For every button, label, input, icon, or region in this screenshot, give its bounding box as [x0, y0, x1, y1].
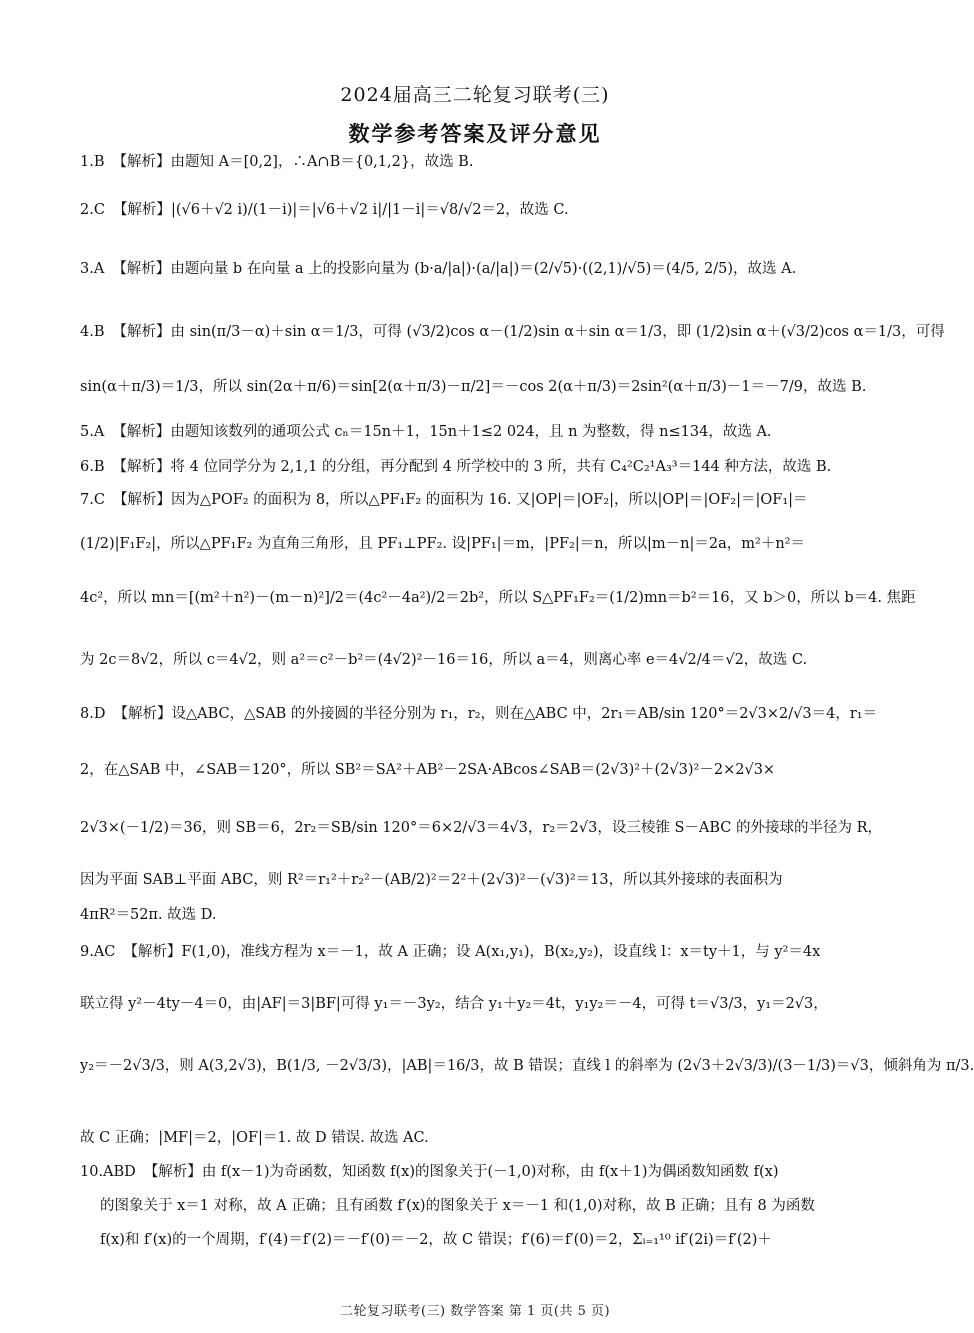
solution-line	[80, 455, 872, 476]
solution-line	[100, 1194, 872, 1215]
solution-text: 为 2c＝8√2，所以 c＝4√2，则 a²＝c²－b²＝(4√2)²－16＝16，所以 a＝4，则离心率 e＝4√2/4＝√2，故选 C.	[80, 652, 808, 668]
analysis-tag: 【解析】	[112, 324, 171, 340]
page-subtitle: 数学参考答案及评分意见	[348, 121, 602, 146]
analysis-tag: 【解析】	[112, 492, 171, 508]
solution-number: 6.B	[80, 459, 105, 475]
solution-line	[80, 1054, 974, 1075]
solution-text: 由 sin(π/3－α)＋sin α＝1/3，可得 (√3/2)cos α－(1/2)sin α＋sin α＝1/3，即 (1/2)sin α＋(√3/2)cos α＝1/3，可得	[170, 324, 945, 340]
solution-number: 4.B	[80, 324, 105, 340]
solution-text: 由题知 A＝[0,2]，∴A∩B＝{0,1,2}，故选 B.	[170, 154, 474, 170]
solution-number: 10.ABD	[80, 1164, 136, 1180]
solution-number: 9.AC	[80, 944, 116, 960]
solution-line	[80, 940, 872, 961]
solution-line	[80, 198, 872, 219]
solution-text: y₂＝－2√3/3，则 A(3,2√3)，B(1/3, －2√3/3)，|AB|＝16/3，故 B 错误；直线 l 的斜率为 (2√3＋2√3/3)/(3－1/3)＝√3，倾斜角为 π/3.	[80, 1058, 974, 1074]
solution-line	[80, 648, 872, 669]
solution-text: 2√3×(－1/2)＝36，则 SB＝6，2r₂＝SB/sin 120°＝6×2/√3＝4√3，r₂＝2√3，设三棱锥 S－ABC 的外接球的半径为 R，	[80, 820, 883, 836]
solution-text: F(1,0)，准线方程为 x＝－1，故 A 正确；设 A(x₁,y₁)，B(x₂,y₂)，设直线 l：x＝ty＋1，与 y²＝4x	[181, 944, 821, 960]
solution-text: 由题知该数列的通项公式 cₙ＝15n＋1，15n＋1≤2 024，且 n 为整数，得 n≤134，故选 A.	[170, 424, 772, 440]
analysis-tag: 【解析】	[123, 944, 182, 960]
analysis-tag: 【解析】	[143, 1164, 202, 1180]
solution-text: 4c²，所以 mn＝[(m²＋n²)－(m－n)²]/2＝(4c²－4a²)/2＝2b²，所以 S△PF₁F₂＝(1/2)mn＝b²＝16，又 b＞0，所以 b＝4. 焦距	[80, 590, 916, 606]
solution-line	[80, 488, 872, 509]
solution-text: 设△ABC，△SAB 的外接圆的半径分别为 r₁，r₂，则在△ABC 中，2r₁＝AB/sin 120°＝2√3×2/√3＝4，r₁＝	[171, 706, 878, 722]
solution-text: f(x)和 f′(x)的一个周期，f′(4)＝f′(2)＝－f′(0)＝－2，故 C 错误；f′(6)＝f′(0)＝2，Σᵢ₌₁¹⁰ if′(2i)＝f′(2)＋	[100, 1232, 772, 1248]
analysis-tag: 【解析】	[112, 202, 171, 218]
page-footer: 二轮复习联考(三) 数学答案 第 1 页(共 5 页)	[339, 1304, 611, 1319]
solution-number: 7.C	[80, 492, 105, 508]
solution-text: 的图象关于 x＝1 对称，故 A 正确；且有函数 f′(x)的图象关于 x＝－1 和(1,0)对称，故 B 正确；且有 8 为函数	[100, 1198, 815, 1214]
solution-number: 2.C	[80, 202, 105, 218]
solution-number: 1.B	[80, 154, 105, 170]
solution-line	[80, 1160, 872, 1181]
solution-text: 因为△POF₂ 的面积为 8，所以△PF₁F₂ 的面积为 16. 又|OP|＝|OF₂|，所以|OP|＝|OF₂|＝|OF₁|＝	[170, 492, 808, 508]
solution-line	[100, 1228, 872, 1249]
solution-text: 故 C 正确；|MF|＝2，|OF|＝1. 故 D 错误. 故选 AC.	[80, 1130, 429, 1146]
solution-line	[80, 992, 872, 1013]
solution-line	[80, 532, 872, 553]
solution-line	[80, 758, 872, 779]
analysis-tag: 【解析】	[112, 261, 171, 277]
solution-text: 联立得 y²－4ty－4＝0，由|AF|＝3|BF|可得 y₁＝－3y₂，结合 y₁＋y₂＝4t，y₁y₂＝－4，可得 t＝√3/3，y₁＝2√3，	[80, 996, 828, 1012]
solution-text: sin(α＋π/3)＝1/3，所以 sin(2α＋π/6)＝sin[2(α＋π/3)－π/2]＝－cos 2(α＋π/3)＝2sin²(α＋π/3)－1＝－7/9，故选 B.	[80, 379, 867, 395]
solution-line	[80, 320, 945, 341]
solution-text: (1/2)|F₁F₂|，所以△PF₁F₂ 为直角三角形，且 PF₁⊥PF₂. 设|PF₁|＝m，|PF₂|＝n，所以|m－n|＝2a，m²＋n²＝	[80, 536, 805, 552]
analysis-tag: 【解析】	[112, 154, 171, 170]
solution-line	[80, 150, 872, 171]
solution-text: 2，在△SAB 中，∠SAB＝120°，所以 SB²＝SA²＋AB²－2SA·ABcos∠SAB＝(2√3)²＋(2√3)²－2×2√3×	[80, 762, 776, 778]
solution-line	[80, 586, 916, 607]
analysis-tag: 【解析】	[113, 706, 172, 722]
solution-text: |(√6＋√2 i)/(1－i)|＝|√6＋√2 i|/|1－i|＝√8/√2＝2，故选 C.	[170, 202, 569, 218]
solution-line	[80, 375, 872, 396]
solution-line	[80, 816, 883, 837]
solution-number: 5.A	[80, 424, 105, 440]
solution-text: 将 4 位同学分为 2,1,1 的分组，再分配到 4 所学校中的 3 所，共有 C₄²C₂¹A₃³＝144 种方法，故选 B.	[170, 459, 832, 475]
solution-text: 由题向量 b 在向量 a 上的投影向量为 (b·a/|a|)·(a/|a|)＝(2/√5)·((2,1)/√5)＝(4/5, 2/5)，故选 A.	[170, 261, 797, 277]
solution-number: 3.A	[80, 261, 105, 277]
solution-number: 8.D	[80, 706, 106, 722]
analysis-tag: 【解析】	[112, 459, 171, 475]
solution-line	[80, 702, 878, 723]
solution-text: 4πR²＝52π. 故选 D.	[80, 907, 217, 923]
solution-text: 由 f(x－1)为奇函数，知函数 f(x)的图象关于(－1,0)对称，由 f(x＋1)为偶函数知函数 f(x)	[201, 1164, 779, 1180]
solution-line	[80, 420, 872, 441]
analysis-tag: 【解析】	[112, 424, 171, 440]
solution-line	[80, 903, 872, 924]
page-title: 2024届高三二轮复习联考(三)	[340, 84, 610, 106]
solution-text: 因为平面 SAB⊥平面 ABC，则 R²＝r₁²＋r₂²－(AB/2)²＝2²＋(2√3)²－(√3)²＝13，所以其外接球的表面积为	[80, 872, 783, 888]
solution-line	[80, 1126, 872, 1147]
solution-line	[80, 868, 872, 889]
solution-line	[80, 257, 872, 278]
